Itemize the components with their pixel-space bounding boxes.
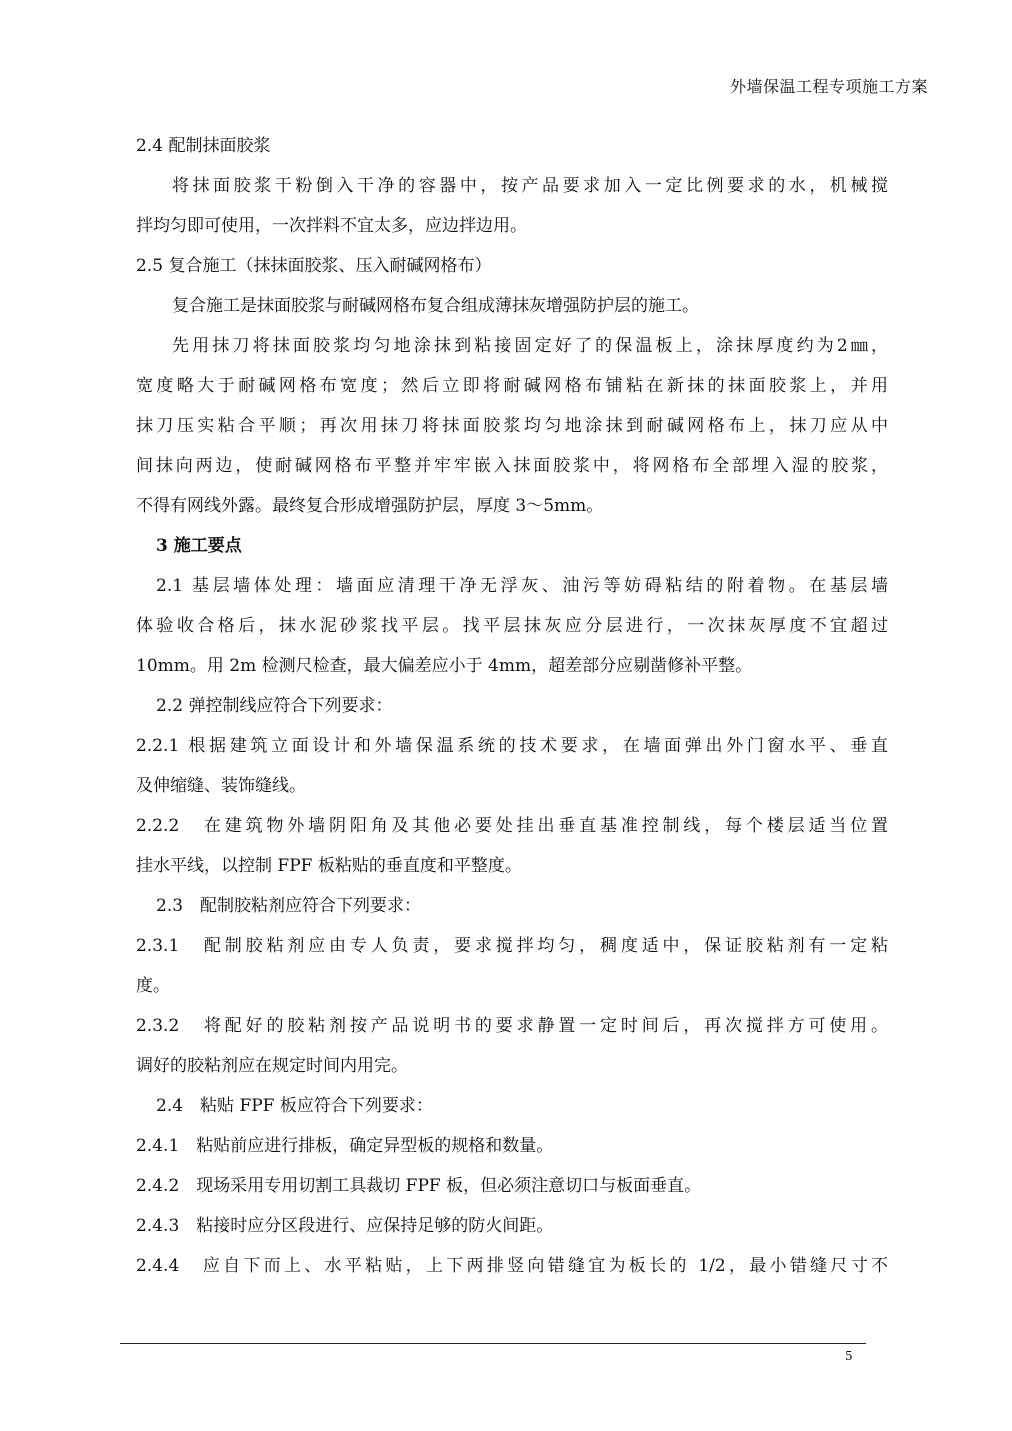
paragraph-line: 及伸缩缝、装饰缝线。 — [136, 776, 306, 796]
section-heading-2-5: 2.5 复合施工（抹抹面胶浆、压入耐碱网格布） — [136, 256, 492, 276]
section-heading-3: 3 施工要点 — [156, 536, 242, 556]
paragraph-line: 先用抹刀将抹面胶浆均匀地涂抹到粘接固定好了的保温板上，涂抹厚度约为2㎜， — [172, 336, 888, 356]
clause-heading: 2.2 弹控制线应符合下列要求： — [156, 696, 393, 716]
paragraph-line: 2.1 基层墙体处理：墙面应清理干净无浮灰、油污等妨碍粘结的附着物。在基层墙 — [156, 576, 888, 596]
paragraph-line: 度。 — [136, 976, 170, 996]
paragraph-line: 2.2.1 根据建筑立面设计和外墙保温系统的技术要求，在墙面弹出外门窗水平、垂直 — [136, 736, 888, 756]
paragraph-line: 宽度略大于耐碱网格布宽度；然后立即将耐碱网格布铺粘在新抹的抹面胶浆上，并用 — [136, 376, 888, 396]
clause-heading: 2.4 粘贴 FPF 板应符合下列要求： — [156, 1096, 433, 1116]
section-heading-2-4: 2.4 配制抹面胶浆 — [136, 136, 271, 156]
paragraph-line: 2.2.2 在建筑物外墙阴阳角及其他必要处挂出垂直基准控制线，每个楼层适当位置 — [136, 816, 888, 836]
paragraph-line: 2.4.3 粘接时应分区段进行、应保持足够的防火间距。 — [136, 1216, 554, 1236]
paragraph-line: 挂水平线，以控制 FPF 板粘贴的垂直度和平整度。 — [136, 856, 522, 876]
paragraph-line: 2.4.4 应自下而上、水平粘贴，上下两排竖向错缝宜为板长的 1/2，最小错缝尺寸不 — [136, 1256, 888, 1276]
paragraph-line: 调好的胶粘剂应在规定时间内用完。 — [136, 1056, 408, 1076]
paragraph-line: 10mm。用 2m 检测尺检查，最大偏差应小于 4mm，超差部分应剔凿修补平整。 — [136, 656, 753, 676]
paragraph-line: 2.3.1 配制胶粘剂应由专人负责，要求搅拌均匀，稠度适中，保证胶粘剂有一定粘 — [136, 936, 888, 956]
paragraph-line: 2.3.2 将配好的胶粘剂按产品说明书的要求静置一定时间后，再次搅拌方可使用。 — [136, 1016, 888, 1036]
clause-heading: 2.3 配制胶粘剂应符合下列要求： — [156, 896, 422, 916]
paragraph-line: 2.4.2 现场采用专用切割工具裁切 FPF 板，但必须注意切口与板面垂直。 — [136, 1176, 702, 1196]
paragraph-line: 复合施工是抹面胶浆与耐碱网格布复合组成薄抹灰增强防护层的施工。 — [172, 296, 699, 316]
paragraph-line: 将抹面胶浆干粉倒入干净的容器中，按产品要求加入一定比例要求的水，机械搅 — [172, 176, 888, 196]
document-body — [136, 126, 888, 1286]
paragraph-line: 间抹向两边，使耐碱网格布平整并牢牢嵌入抹面胶浆中，将网格布全部埋入湿的胶浆， — [136, 456, 888, 476]
paragraph-line: 抹刀压实粘合平顺；再次用抹刀将抹面胶浆均匀地涂抹到耐碱网格布上，抹刀应从中 — [136, 416, 888, 436]
running-header: 外墙保温工程专项施工方案 — [729, 77, 928, 96]
paragraph-line: 不得有网线外露。最终复合形成增强防护层，厚度 3～5mm。 — [136, 496, 604, 516]
footer-rule — [120, 1343, 866, 1344]
paragraph-line: 拌均匀即可使用，一次拌料不宜太多，应边拌边用。 — [136, 216, 527, 236]
paragraph-line: 2.4.1 粘贴前应进行排板，确定异型板的规格和数量。 — [136, 1136, 554, 1156]
page-number: 5 — [845, 1349, 853, 1363]
paragraph-line: 体验收合格后，抹水泥砂浆找平层。找平层抹灰应分层进行，一次抹灰厚度不宜超过 — [136, 616, 888, 636]
